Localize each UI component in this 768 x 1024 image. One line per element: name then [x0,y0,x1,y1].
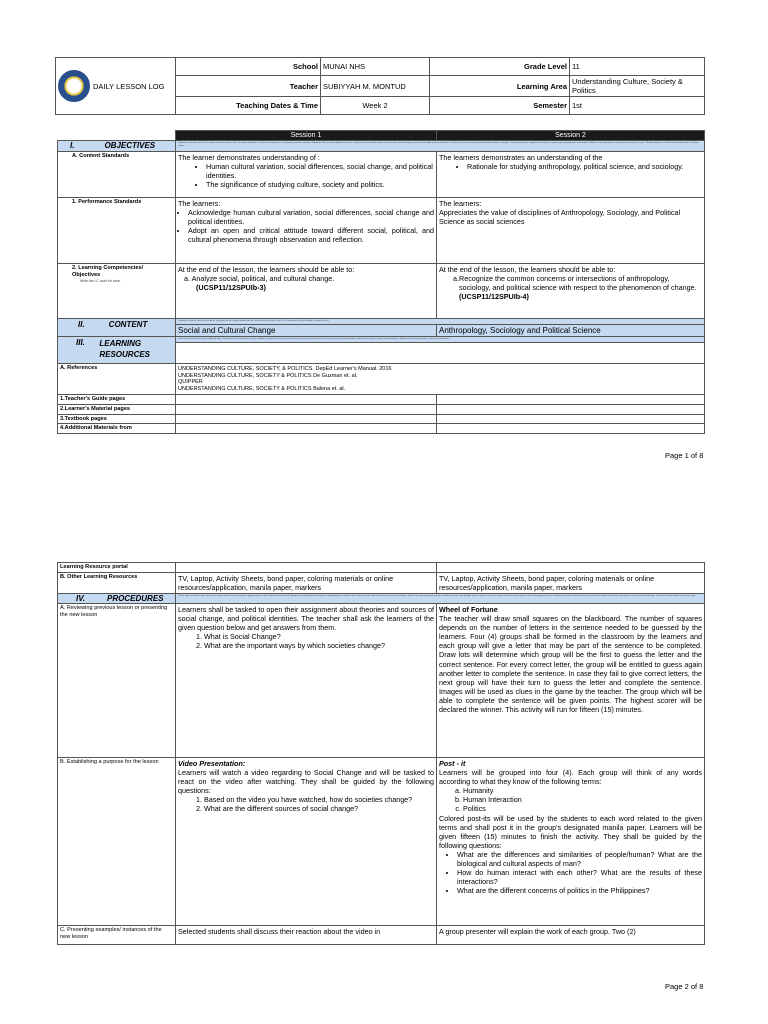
dates-label: Teaching Dates & Time [176,97,321,115]
header-logo-cell [56,58,176,115]
portal-label: Learning Resource portal [58,563,176,573]
competencies-s2: At the end of the lesson, the learners should be able to: a. Recognize the common concerns or intersections of anthropology, sociology, and political science with respect to the phenomenon of change. (UCSP11/12SPUIb-4) [437,264,705,319]
references-list: UNDERSTANDING CULTURE, SOCIETY, & POLITICS. DepEd Learner's Manual. 2016 UNDERSTANDING CULTURE, SOCIETY & POLITICS De Guzman et. al. QUIPPER UNDERSTANDING CULTURE, SOCIETY & POLITICS Balena et. al. [176,364,705,395]
competencies-s1: At the end of the lesson, the learners should be able to: a. Analyze social, political, and cultural change. (UCSP11/12SPUIb-3) [176,264,437,319]
content-heading: II. CONTENT [58,319,176,337]
content-standards-label: A. Content Standards [58,152,176,198]
presenting-label: C. Presenting examples/ instances of the new lesson [58,925,176,944]
purpose-s1: Video Presentation: Learners will watch a video regarding to Social Change and will be tasked to react on the video after watching. They shall be guided by the following questions: 1. Based on the video you have watched, how do societies change? 2. What are the different sources of social change? [176,757,437,925]
session-2-header: Session 2 [437,131,705,141]
teacher-label: Teacher [176,76,321,97]
doc-title: DAILY LESSON LOG [93,81,165,91]
content-standards-s2: The learners demonstrates an understanding of the • Rationale for studying anthropology, political science, and sociology. [437,152,705,198]
reviewing-s2: Wheel of Fortune The teacher will draw small squares on the blackboard. The number of squares depends on the number of letters in the sentence needed to be guessed by the learners. Four (4) groups shall be formed in the classroom by the learners and each group will give a letter that may be part of the sentence to be completed. Draw lots will determine which group will be the first to guess the letter and the correct sentence. For every correct letter, the group will be entitled to guess again another letter to complete the sentence. In case they fail to give correct letters, the next group will have their turn to guess the letter and complete the sentence. Images will be used as clues in the game by the teacher. The group which will be able to complete the sentence will be given points. The highest scorer will be declared the winner. This activity will run for fifteen (15) minutes. [437,603,705,757]
presenting-s1: Selected students shall discuss their reaction about the video in [176,925,437,944]
semester-value: 1st [570,97,705,115]
references-label: A. References [58,364,176,395]
resources-heading: III. LEARNING RESOURCES [58,337,176,364]
content-s2: Anthropology, Sociology and Political Science [437,325,705,337]
purpose-label: B. Establishing a purpose for the lesson [58,757,176,925]
performance-standards-label: 1. Performance Standards [58,198,176,264]
objectives-note: Objectives must be met over the week and connected to the curriculum standards. To meet the objectives, necessary procedures must be followed and if needed, additional lessons, exercises and remedial activities may be done for developing content knowledge and competencies. These are assessed using Formative Assessment strategies. Valuing objectives support the learning of content and competencies and enable children to find significance and joy in learning the lessons. Weekly objectives shall be derived from the curriculum guides. [176,141,705,152]
content-s1: Social and Cultural Change [176,325,437,337]
purpose-s2: Post - it Learners will be grouped into four (4). Each group will think of any words according to what they know of the following terms: a. Humanity b. Human Interaction c. Politics Colored post-its will be used by the students to each word related to the given terms and shall post it in the group's designated manila paper. Learners will be given fifteen (15) minutes to finish the activity. They shall be guided by the following questions: • What are the differences and similarities of people/human? What are the biological and cultural aspects of man? • How do human interact with each other? What are the results of these interactions? • What are the different concerns of politics in the Philippines? [437,757,705,925]
header-table [55,57,705,115]
competencies-label: 2. Learning Competencies/ Objectives Write the LC code for each [58,264,176,319]
performance-standards-s2: The learners: Appreciates the value of disciplines of Anthropology, Sociology, and Political Science as social sciences [437,198,705,264]
area-value: Understanding Culture, Society & Politics [570,76,705,97]
performance-standards-s1: The learners: • Acknowledge human cultural variation, social differences, social change and political identities. • Adopt an open and critical attitude toward different social, political, and cultural phenomena through observation and reflection. [176,198,437,264]
tg-pages-label: 1.Teacher's Guide pages [58,395,176,405]
resources-spacer [176,343,705,364]
other-resources-label: B. Other Learning Resources [58,572,176,593]
resources-note: List the materials to be used in different days. Varied sources of materials sustain children's interest in the lesson and in learning. Ensure that there is a mix of concrete and manipulative materials as well as paper-based materials. Hands-on learning promotes concept development. [176,337,705,343]
lm-pages-label: 2.Learner's Material pages [58,404,176,414]
grade-label: Grade Level [430,58,570,76]
additional-materials-label: 4.Additional Materials from [58,424,176,434]
session-1-header: Session 1 [176,131,437,141]
objectives-heading: I. OBJECTIVES [58,141,176,152]
deped-seal-icon [58,70,90,102]
dates-value: Week 2 [321,97,430,115]
grade-value: 11 [570,58,705,76]
other-resources-s1: TV, Laptop, Activity Sheets, bond paper, coloring materials or online resources/application, manila paper, markers [176,572,437,593]
presenting-s2: A group presenter will explain the work of each group. Two (2) [437,925,705,944]
semester-label: Semester [430,97,570,115]
school-value: MUNAI NHS [321,58,430,76]
lesson-table-page2 [57,562,705,945]
school-label: School [176,58,321,76]
lesson-table-page1 [57,130,705,434]
content-standards-s1: The learner demonstrates understanding of : • Human cultural variation, social differences, social change, and political identities. • The significance of studying culture, society and politics. [176,152,437,198]
area-label: Learning Area [430,76,570,97]
procedures-heading: IV. PROCEDURES [58,593,176,603]
textbook-pages-label: 3.Textbook pages [58,414,176,424]
content-note: Content is what the lesson is all about. It pertains to the subject matter that the teacher aims to teach in the CG, the content can be tackled in a week or two. [176,319,705,325]
page-number-2: Page 2 of 8 [665,982,704,991]
reviewing-label: A. Reviewing previous lesson or presenting the new lesson [58,603,176,757]
reviewing-s1: Learners shall be tasked to open their assignment about theories and sources of social change, and political identities. The teacher shall ask the learners of the given question below and get answers from them. 1. What is Social Change? 2. What are the important ways by which societies change? [176,603,437,757]
other-resources-s2: TV, Laptop, Activity Sheets, bond paper, coloring materials or online resources/application, manila paper, markers [437,572,705,593]
page-number-1: Page 1 of 8 [665,451,704,460]
teacher-value: SUBIYYAH M. MONTUD [321,76,430,97]
procedures-note: These steps should be done across the week. Spread out the activities appropriately so that students will learn well. Always be guided by demonstration of learning by the students which you can infer from formative assessment activities. Sustain learning systematically by providing students with multiple ways to learn new things, practice their learning, question their learning processes, and draw conclusions about what they learned in relation to their life experiences and previous knowledge. Indicate the time allotment for each step. [176,593,705,603]
